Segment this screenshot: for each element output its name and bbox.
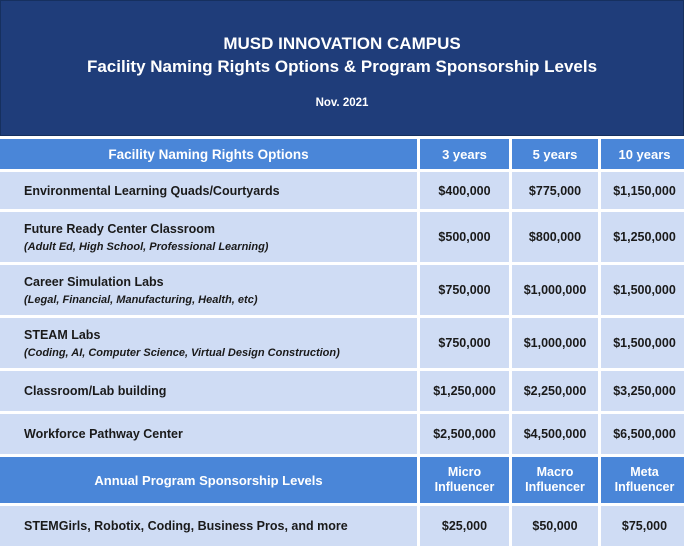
facility-cell [0,318,417,368]
price-3-years: $750,000 [420,318,509,368]
column-header-meta [601,457,684,503]
price-5-years: $2,250,000 [512,371,598,411]
table-row [0,414,684,454]
page-subtitle: Facility Naming Rights Options & Program Sponsorship Levels [86,57,598,76]
price-5-years: $4,500,000 [512,414,598,454]
price-5-years: $775,000 [512,172,598,209]
facility-name: Workforce Pathway Center [0,414,417,454]
column-header-micro [420,457,509,503]
page-date: Nov. 2021 [315,97,369,109]
column-header-sponsorship: Annual Program Sponsorship Levels [0,457,417,503]
facility-name: STEAM Labs [24,327,101,342]
price-macro: $50,000 [512,506,598,546]
column-header-macro [512,457,598,503]
facility-details: (Legal, Financial, Manufacturing, Health, etc) [24,293,258,306]
table-row [0,172,684,209]
price-10-years: $1,250,000 [601,212,684,262]
price-3-years: $400,000 [420,172,509,209]
column-header-10-years: 10 years [601,139,684,169]
price-3-years: $500,000 [420,212,509,262]
header-line: Meta [630,465,659,479]
price-10-years: $6,500,000 [601,414,684,454]
facility-name: Classroom/Lab building [0,371,417,411]
header-line: Macro [536,465,574,479]
price-10-years: $1,500,000 [601,318,684,368]
facility-name: Future Ready Center Classroom [24,221,216,236]
pricing-table [0,136,684,549]
price-10-years: $3,250,000 [601,371,684,411]
sponsorship-programs: STEMGirls, Robotix, Coding, Business Pros, and more [0,506,417,546]
price-3-years: $1,250,000 [420,371,509,411]
header-line: Influencer [525,480,585,494]
facility-details: (Coding, AI, Computer Science, Virtual Design Construction) [24,346,340,359]
price-micro: $25,000 [420,506,509,546]
table-row [0,318,684,368]
table-row [0,212,684,262]
price-3-years: $750,000 [420,265,509,315]
facility-cell [0,212,417,262]
column-header-5-years: 5 years [512,139,598,169]
facility-name: Environmental Learning Quads/Courtyards [0,172,417,209]
header-line: Micro [447,465,482,479]
sponsorship-header-row [0,457,684,503]
title-banner [0,0,684,136]
facility-cell [0,265,417,315]
facility-name: Career Simulation Labs [24,274,164,289]
price-meta: $75,000 [601,506,684,546]
price-10-years: $1,500,000 [601,265,684,315]
header-line: Influencer [434,480,495,494]
price-5-years: $1,000,000 [512,318,598,368]
table-row [0,265,684,315]
price-10-years: $1,150,000 [601,172,684,209]
facility-details: (Adult Ed, High School, Professional Learning) [24,240,269,253]
table-row [0,371,684,411]
column-header-3-years: 3 years [420,139,509,169]
header-line: Influencer [614,480,675,494]
table-row [0,506,684,546]
naming-header-row [0,139,684,169]
price-3-years: $2,500,000 [420,414,509,454]
price-5-years: $800,000 [512,212,598,262]
page-title: MUSD INNOVATION CAMPUS [223,34,461,53]
column-header-options: Facility Naming Rights Options [0,139,417,169]
price-5-years: $1,000,000 [512,265,598,315]
